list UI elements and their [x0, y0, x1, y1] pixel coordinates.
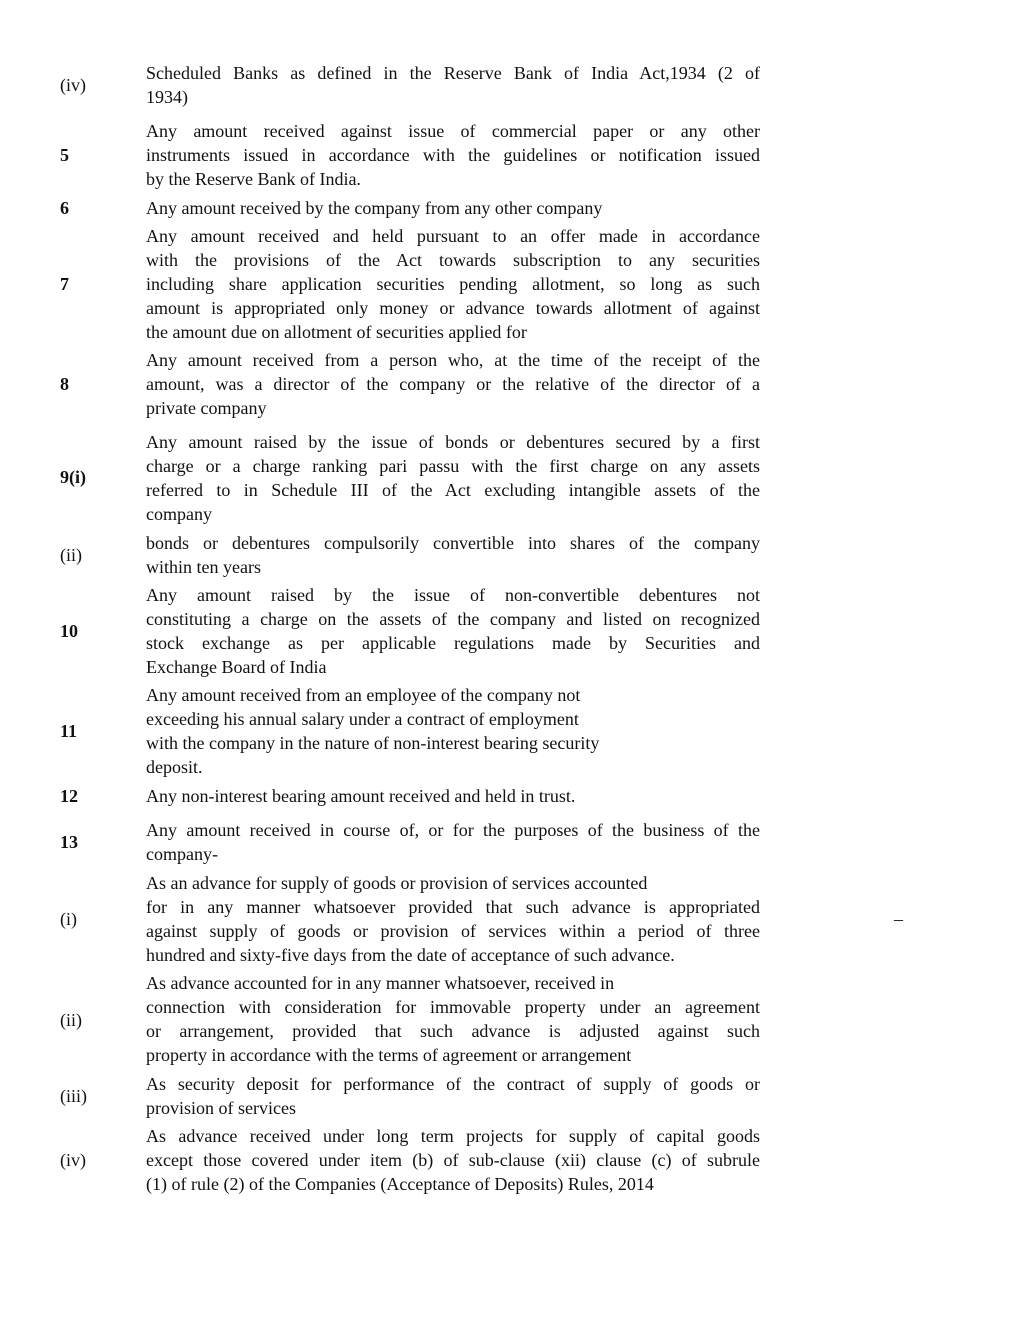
text-line: Any non-interest bearing amount received and held in trust. [146, 786, 576, 806]
item-number: 5 [60, 145, 69, 165]
item-text [146, 583, 760, 679]
text-line: stock exchange as per applicable regulations made by Securities and [146, 633, 760, 653]
item-text [146, 348, 760, 420]
text-line: Exchange Board of India [146, 657, 327, 677]
item-text [146, 224, 760, 344]
text-line: provision of services [146, 1098, 296, 1118]
item-number: (iv) [60, 1150, 86, 1170]
item-number: (iv) [60, 75, 86, 95]
text-line: Any amount received from a person who, at the time of the receipt of the [146, 350, 760, 370]
text-line: constituting a charge on the assets of the company and listed on recognized [146, 609, 760, 629]
text-line: Any amount raised by the issue of bonds or debentures secured by a first [146, 432, 760, 452]
text-line: against supply of goods or provision of services within a period of three [146, 921, 760, 941]
text-line: Any amount received by the company from any other company [146, 198, 603, 218]
item-number: 13 [60, 832, 78, 852]
text-line: amount, was a director of the company or the relative of the director of a [146, 374, 760, 394]
text-line: As advance received under long term projects for supply of capital goods [146, 1126, 760, 1146]
item-text [146, 784, 760, 808]
text-line: by the Reserve Bank of India. [146, 169, 361, 189]
text-line: bonds or debentures compulsorily convertible into shares of the company [146, 533, 760, 553]
text-line: hundred and sixty-five days from the date of acceptance of such advance. [146, 945, 675, 965]
item-number: (ii) [60, 545, 82, 565]
item-text [146, 196, 760, 220]
text-line: Any amount raised by the issue of non-convertible debentures not [146, 585, 760, 605]
item-number: (iii) [60, 1086, 87, 1106]
text-line: Any amount received and held pursuant to an offer made in accordance [146, 226, 760, 246]
item-number: 10 [60, 621, 78, 641]
text-line: within ten years [146, 557, 261, 577]
text-line: connection with consideration for immovable property under an agreement [146, 997, 760, 1017]
text-line: As advance accounted for in any manner whatsoever, received in [146, 973, 615, 993]
item-number: 8 [60, 374, 69, 394]
text-line: except those covered under item (b) of sub-clause (xii) clause (c) of subrule [146, 1150, 760, 1170]
text-line: Any amount received against issue of commercial paper or any other [146, 121, 760, 141]
item-number: 7 [60, 274, 69, 294]
item-number: (ii) [60, 1010, 82, 1030]
text-line: 1934) [146, 87, 188, 107]
text-line: exceeding his annual salary under a contract of employment [146, 709, 579, 729]
text-line: for in any manner whatsoever provided that such advance is appropriated [146, 897, 760, 917]
text-line: Scheduled Banks as defined in the Reserve Bank of India Act,1934 (2 of [146, 63, 760, 83]
item-text [146, 871, 760, 967]
item-text [146, 119, 760, 191]
item-text [146, 971, 760, 1067]
item-number: 11 [60, 721, 78, 741]
text-line: with the provisions of the Act towards subscription to any securities [146, 250, 760, 270]
text-line: As an advance for supply of goods or provision of services accounted [146, 873, 648, 893]
item-number: (i) [60, 909, 77, 929]
text-line: charge or a charge ranking pari passu with the first charge on any assets [146, 456, 760, 476]
text-line: the amount due on allotment of securities applied for [146, 322, 527, 342]
text-line: amount is appropriated only money or advance towards allotment of against [146, 298, 760, 318]
item-number: 6 [60, 198, 69, 218]
text-line: company [146, 504, 212, 524]
text-line: referred to in Schedule III of the Act excluding intangible assets of the [146, 480, 760, 500]
text-line: including share application securities pending allotment, so long as such [146, 274, 760, 294]
text-line: private company [146, 398, 267, 418]
text-line: Any amount received in course of, or for the purposes of the business of the [146, 820, 760, 840]
text-line: As security deposit for performance of the contract of supply of goods or [146, 1074, 760, 1094]
margin-mark: – [894, 909, 903, 929]
text-line: instruments issued in accordance with the guidelines or notification issued [146, 145, 760, 165]
text-line: Any amount received from an employee of the company not [146, 685, 581, 705]
item-number: 9(i) [60, 467, 86, 487]
item-text [146, 430, 760, 526]
item-text [146, 1124, 760, 1196]
item-text [146, 683, 760, 779]
item-text [146, 818, 760, 866]
text-line: or arrangement, provided that such advance is adjusted against such [146, 1021, 760, 1041]
item-number: 12 [60, 786, 78, 806]
item-text [146, 531, 760, 579]
item-text [146, 61, 760, 109]
text-line: company- [146, 844, 218, 864]
text-line: with the company in the nature of non-interest bearing security [146, 733, 600, 753]
item-text [146, 1072, 760, 1120]
text-line: deposit. [146, 757, 203, 777]
text-line: (1) of rule (2) of the Companies (Acceptance of Deposits) Rules, 2014 [146, 1174, 654, 1194]
text-line: property in accordance with the terms of agreement or arrangement [146, 1045, 632, 1065]
